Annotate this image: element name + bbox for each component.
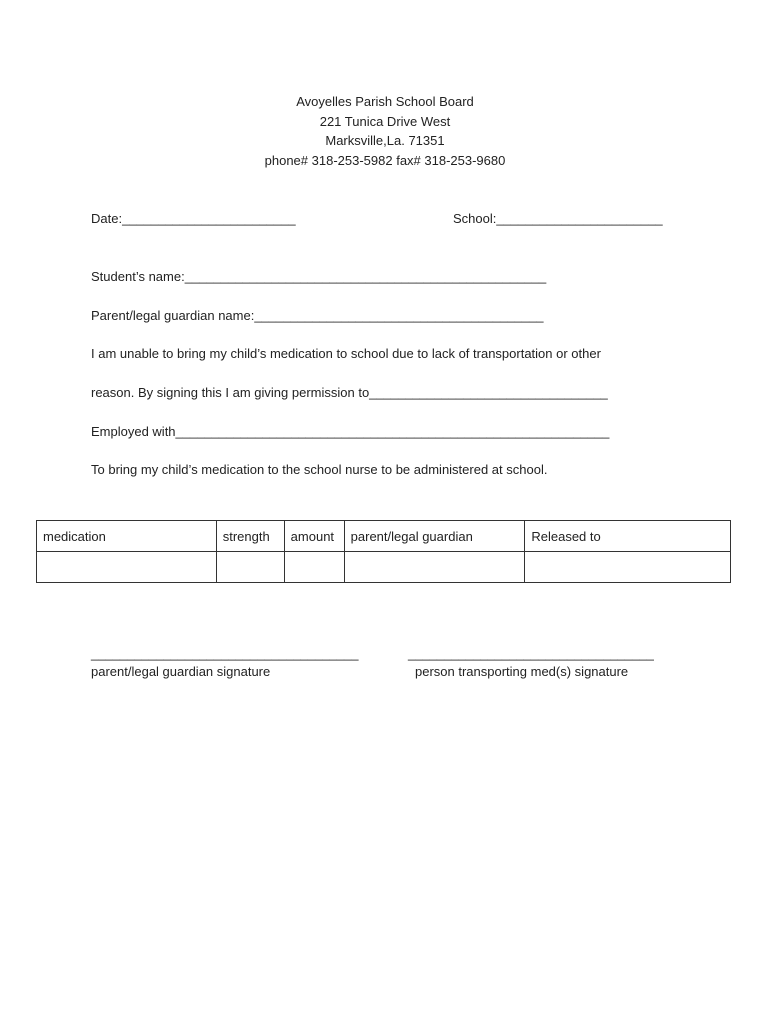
amount-cell[interactable] <box>284 552 344 583</box>
letterhead <box>0 92 770 170</box>
contact-numbers: phone# 318-253-5982 fax# 318-253-9680 <box>264 152 506 168</box>
permission-field[interactable]: reason. By signing this I am giving permission to_________________________________ <box>91 385 608 400</box>
strength-cell[interactable] <box>216 552 284 583</box>
table-row <box>37 552 731 583</box>
transporter-signature-label: person transporting med(s) signature <box>415 664 629 679</box>
guardian-name-field[interactable]: Parent/legal guardian name:________________________________________ <box>91 308 544 323</box>
transporter-signature-line[interactable]: __________________________________ <box>408 646 654 661</box>
header-strength: strength <box>216 521 284 552</box>
header-guardian: parent/legal guardian <box>344 521 525 552</box>
table-header-row <box>37 521 731 552</box>
guardian-signature-label: parent/legal guardian signature <box>91 664 271 679</box>
statement-line-3: To bring my child’s medication to the school nurse to be administered at school. <box>91 462 548 477</box>
guardian-signature-line[interactable]: _____________________________________ <box>91 646 359 661</box>
statement-line-1: I am unable to bring my child’s medication to school due to lack of transportation or other <box>91 346 601 361</box>
street-address: 221 Tunica Drive West <box>319 113 451 129</box>
medication-cell[interactable] <box>37 552 217 583</box>
header-amount: amount <box>284 521 344 552</box>
released-to-cell[interactable] <box>525 552 731 583</box>
header-released-to: Released to <box>525 521 731 552</box>
medication-table <box>36 520 731 583</box>
date-field[interactable]: Date:________________________ <box>91 211 296 226</box>
school-field[interactable]: School:_______________________ <box>453 211 663 226</box>
student-name-field[interactable]: Student’s name:__________________________________________________ <box>91 269 547 284</box>
city-address: Marksville,La. 71351 <box>325 133 445 148</box>
guardian-cell[interactable] <box>344 552 525 583</box>
organization-name: Avoyelles Parish School Board <box>296 94 474 109</box>
employed-with-field[interactable]: Employed with____________________________________________________________ <box>91 424 610 439</box>
header-medication: medication <box>37 521 217 552</box>
